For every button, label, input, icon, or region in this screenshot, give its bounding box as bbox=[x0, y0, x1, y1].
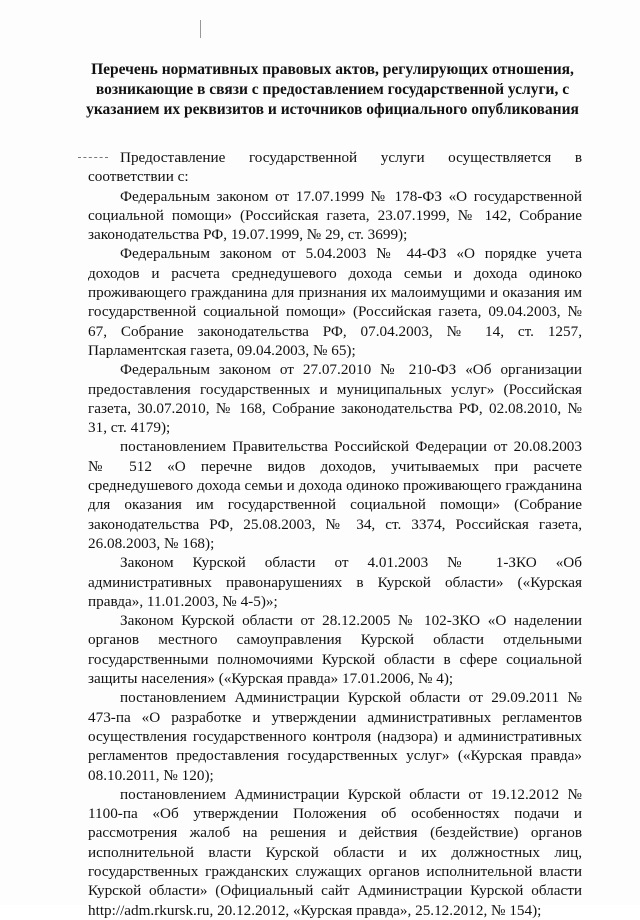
law-paragraph: Федеральным законом от 17.07.1999 № 178-ФЗ «О государственной социальной помощи» (Российская газета, 23.07.1999, № 142, Собрание законодательства РФ, 19.07.1999, № 29, ст. 3699); bbox=[88, 187, 582, 244]
law-paragraph: постановлением Администрации Курской области от 19.12.2012 № 1100-па «Об утверждении Положения об особенностях подачи и рассмотрения жалоб на решения и действия (бездействие) органов исполнительной власти Курской области и их должностных лиц, государственных гражданских служащих органов исполнительной власти Курской области» (Официальный сайт Администрации Курской области http://adm.rkursk.ru, 20.12.2012, «Курская правда», 25.12.2012, № 154); bbox=[88, 785, 582, 919]
law-paragraph: постановлением Администрации Курской области от 29.09.2011 № 473-па «О разработке и утверждении административных регламентов осуществления государственного контроля (надзора) и административных регламентов предоставления государственных услуг» («Курская правда» 08.10.2011, № 120); bbox=[88, 689, 582, 784]
law-paragraph: Законом Курской области от 4.01.2003 № 1-ЗКО «Об административных правонарушениях в Курской области» («Курская правда», 11.01.2003, № 4-5)»; bbox=[88, 554, 582, 610]
document-body bbox=[88, 148, 582, 920]
law-paragraph: Федеральным законом от 27.07.2010 № 210-ФЗ «Об организации предоставления государственных и муниципальных услуг» (Российская газета, 30.07.2010, № 168, Собрание законодательства РФ, 02.08.2010, № 31, ст. 4179); bbox=[88, 361, 582, 437]
law-paragraph: постановлением Правительства Российской Федерации от 20.08.2003 № 512 «О перечне видов доходов, учитываемых при расчете среднедушевого дохода семьи и дохода одиноко проживающего гражданина для оказания им государственной социальной помощи» (Собрание законодательства РФ, 25.08.2003, № 34, ст. 3374, Российская газета, 26.08.2003, № 168); bbox=[88, 438, 582, 552]
intro-paragraph: Предоставление государственной услуги осуществляется в соответствии с: bbox=[88, 149, 582, 186]
law-paragraph: Федеральным законом от 5.04.2003 № 44-ФЗ «О порядке учета доходов и расчета среднедушевого дохода семьи и дохода одиноко проживающего гражданина для признания их малоимущими и оказания им государственной социальной помощи» (Российская газета, 09.04.2003, № 67, Собрание законодательства РФ, 07.04.2003, № 14, ст. 1257, Парламентская газета, 09.04.2003, № 65); bbox=[88, 245, 582, 359]
document-title: Перечень нормативных правовых актов, регулирующих отношения, возникающие в связи с предоставлением государственной услуги, с указанием их реквизитов и источников официального опубликования bbox=[86, 61, 579, 118]
law-paragraph: Законом Курской области от 28.12.2005 № 102-ЗКО «О наделении органов местного самоуправления Курской области отдельными государственными полномочиями Курской области в сфере социальной защиты населения» («Курская правда» 17.01.2006, № 4); bbox=[88, 612, 582, 688]
scan-artifact bbox=[200, 20, 204, 38]
